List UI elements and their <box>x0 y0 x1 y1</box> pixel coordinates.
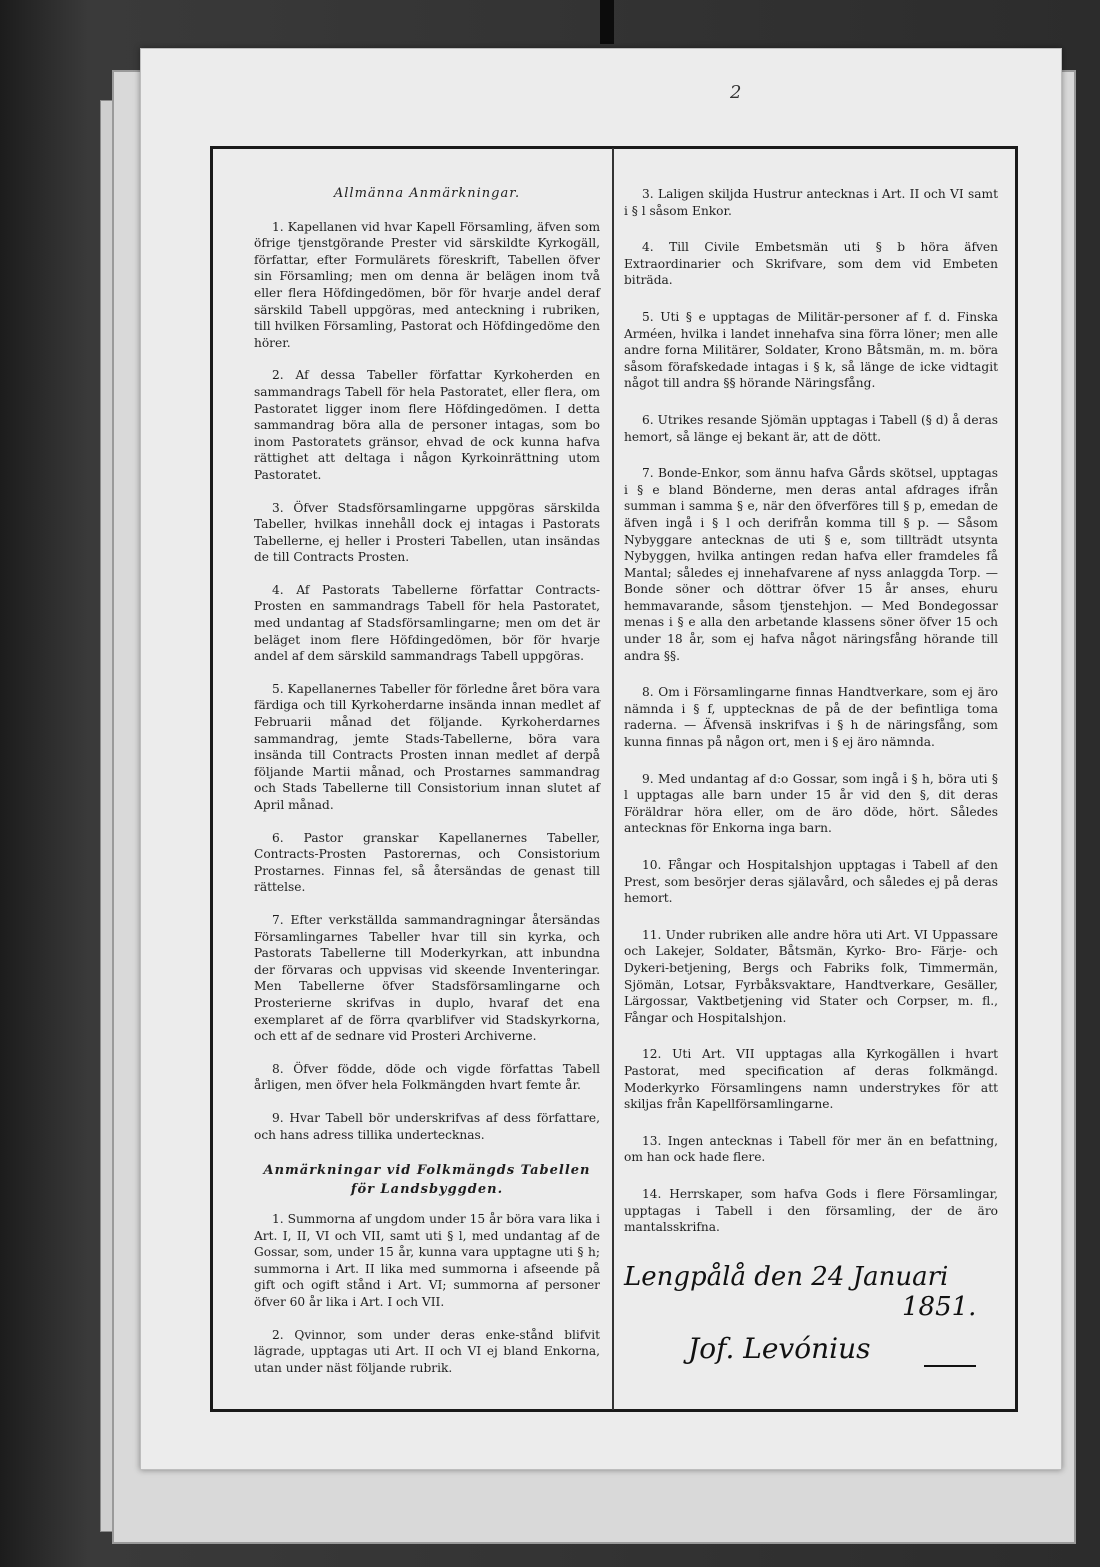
right-paragraph-3: 3. Laligen skiljda Hustrur antecknas i Art. II och VI samt i § l såsom Enkor. <box>624 187 998 218</box>
population-table-heading-line-2: för Landsbyggden. <box>350 1182 504 1198</box>
left-paragraph-4: 4. Af Pastorats Tabellerne författar Contracts-Prosten en sammandrags Tabell för hela Pastoratet, med undantag af Stadsförsamlingarne; men om det är beläget inom flere Höfdingedömen, bör för hvarje andel af dem särskild sammandrags Tabell uppgöras. <box>254 582 600 664</box>
column-divider <box>612 148 614 1410</box>
signature-year: 1851. <box>902 1292 977 1322</box>
right-paragraph-12: 12. Uti Art. VII upptagas alla Kyrkogällen i hvart Pastorat, med specification af deras folkmängd. Moderkyrko Församlingens namn understrykes för att skiljas från Kapellförsamlingarne. <box>624 1047 998 1112</box>
right-paragraph-7: 7. Bonde-Enkor, som ännu hafva Gårds skötsel, upptagas i § e bland Bönderne, men deras antal afdrages ifrån summan i samma § e, när den öfverföres till § p, emedan de äfven ingå i § l och derifrån komma till § p. — Såsom Nybyggare antecknas de uti § e, som tillträdt utsynta Nybyggen, hvilka antingen redan hafva eller framdeles få Mantal; således ej innehafvarene af nyss anlaggda Torp. — Bonde söner och döttrar öfver 15 år anses, ehuru hemmavarande, såsom tjenstehjon. — Med Bondegossar menas i § e alla den arbetande klassens söner öfver 15 och under 18 år, som ej hafva något näringsfång hörande till andra §§. <box>624 466 998 663</box>
right-paragraph-6: 6. Utrikes resande Sjömän upptagas i Tabell (§ d) å deras hemort, så länge ej bekant är, att de dött. <box>624 412 998 444</box>
left-paragraph-3: 3. Öfver Stadsförsamlingarne uppgöras särskilda Tabeller, hvilkas innehåll dock ej intagas i Pastorats Tabellerne, ej heller i Prosteri Tabellen, utan insändas de till Contracts Prosten. <box>254 500 600 565</box>
signature-name: Jof. Levónius <box>688 1332 871 1365</box>
right-paragraph-8: 8. Om i Församlingarne finnas Handtverkare, som ej äro nämnda i § f, upptecknas de på de der befintliga toma raderna. — Äfvensä inskrifvas i § h de näringsfång, som kunna finnas på någon ort, men i § ej äro nämnda. <box>624 685 998 750</box>
signature-place-date: Lengpålå den 24 Januari <box>624 1262 949 1292</box>
page-number: 2 <box>730 82 742 103</box>
right-paragraph-14: 14. Herrskaper, som hafva Gods i flere Församlingar, upptagas i Tabell i den församling, der de äro mantalsskrifna. <box>624 1186 998 1235</box>
left-paragraph-7: 7. Efter verkställda sammandragningar återsändas Församlingarnes Tabeller hvar till sin kyrka, och Pastorats Tabellerne till Moderkyrkan, att inbundna der förvaras och uppvisas vid skeende Inventeringar. Men Tabellerne öfver Stadsförsamlingarne och Prosterierne skrifvas in duplo, hvaraf det ena exemplaret af de förra qvarblifver vid Stadskyrkorna, och ett af de sednare vid Prosteri Archiverne. <box>254 912 600 1044</box>
left-paragraph-1: 1. Kapellanen vid hvar Kapell Församling, äfven som öfrige tjenstgörande Prester vid särskildte Kyrkogäll, författar, efter Formulärets föreskrift, Tabellen öfver sin Församling; men om denna är belägen inom två eller flera Höfdingedömen, bör för hvarje andel deraf särskild Tabell uppgöras, med anteckning i rubriken, till hvilken Församling, Pastorat och Höfdingedöme den hörer. <box>254 219 600 350</box>
countryside-paragraph-1: 1. Summorna af ungdom under 15 år böra vara lika i Art. I, II, VI och VII, samt uti § l, med undantag af de Gossar, som, under 15 år, kunna vara upptagne uti § h; summorna i Art. II lika med summorna i afseende på gift och ogift stånd i Art. VI; summorna af personer öfver 60 år lika i Art. I och VII. <box>254 1212 600 1310</box>
general-remarks-heading: Allmänna Anmärkningar. <box>333 186 521 201</box>
left-paragraph-8: 8. Öfver födde, döde och vigde författas Tabell årligen, men öfver hela Folkmängden hvart femte år. <box>254 1061 600 1093</box>
population-table-heading-line-1: Anmärkningar vid Folkmängds Tabellen <box>263 1163 591 1179</box>
left-paragraph-2: 2. Af dessa Tabeller författar Kyrkoherden en sammandrags Tabell för hela Pastoratet, eller flera, om Pastoratet ligger inom flere Höfdingedömen. I detta sammandrag böra alla de personer intagas, som bo inom Pastoratets gränsor, ehvad de ock kunna hafva rättighet att deltaga i någon Kyrkoinrättning utom Pastoratet. <box>254 368 600 482</box>
handwritten-signature <box>624 1262 1004 1382</box>
right-paragraph-11: 11. Under rubriken alle andre höra uti Art. VI Uppassare och Lakejer, Soldater, Båtsmän, Kyrko- Bro- Färje- och Dykeri-betjening, Bergs och Fabriks folk, Timmermän, Sjömän, Lotsar, Fyrbåksvaktare, Handtverkare, Gesäller, Lärgossar, Vaktbetjening vid Stater och Corpser, m. fl., Fångar och Hospitalshjon. <box>624 927 998 1025</box>
right-paragraph-10: 10. Fångar och Hospitalshjon upptagas i Tabell af den Prest, som besörjer deras själavård, och således ej på deras hemort. <box>624 858 998 906</box>
binding-strip <box>600 0 614 44</box>
left-column <box>254 186 600 1392</box>
signature-underline <box>624 1262 1004 1382</box>
right-paragraph-9: 9. Med undantag af d:o Gossar, som ingå i § h, böra uti § l upptagas alle barn under 15 år vid den §, dit deras Föräldrar höra eller, om de äro döde, hört. Således antecknas för Enkorna inga barn. <box>624 771 998 836</box>
right-paragraph-13: 13. Ingen antecknas i Tabell för mer än en befattning, om han ock hade flere. <box>624 1133 998 1165</box>
right-paragraph-4: 4. Till Civile Embetsmän uti § b höra äfven Extraordinarier och Skrifvare, som dem vid Embeten biträda. <box>624 240 998 288</box>
left-paragraph-9: 9. Hvar Tabell bör underskrifvas af dess författare, och hans adress tillika undertecknas. <box>254 1110 600 1142</box>
left-paragraph-5: 5. Kapellanernes Tabeller för förledne året böra vara färdiga och till Kyrkoherdarne insända innan medlet af Februarii månad det följande. Kyrkoherdarnes sammandrag, jemte Stads-Tabellerne, böra vara insända till Contracts Prosten innan medlet af derpå följande Martii månad, och Prostarnes sammandrag och Stads Tabellerne till Consistorium innan slutet af April månad. <box>254 681 600 812</box>
right-column <box>624 186 998 1256</box>
right-paragraph-5: 5. Uti § e upptagas de Militär-personer af f. d. Finska Arméen, hvilka i landet innehafva sina förra löner; men alle andre forna Militärer, Soldater, Krono Båtsmän, m. m. böra såsom förafskedade intagas i § k, så länge de icke vidtagit något till andra §§ hörande Näringsfång. <box>624 309 998 391</box>
population-table-heading <box>254 1161 600 1199</box>
countryside-paragraph-2: 2. Qvinnor, som under deras enke-stånd blifvit lägrade, upptagas uti Art. II och VI ej bland Enkorna, utan under näst följande rubrik. <box>254 1327 600 1375</box>
left-paragraph-6: 6. Pastor granskar Kapellanernes Tabeller, Contracts-Prosten Pastorernas, och Consistorium Prostarnes. Finnas fel, så återsändas de genast till rättelse. <box>254 830 600 895</box>
